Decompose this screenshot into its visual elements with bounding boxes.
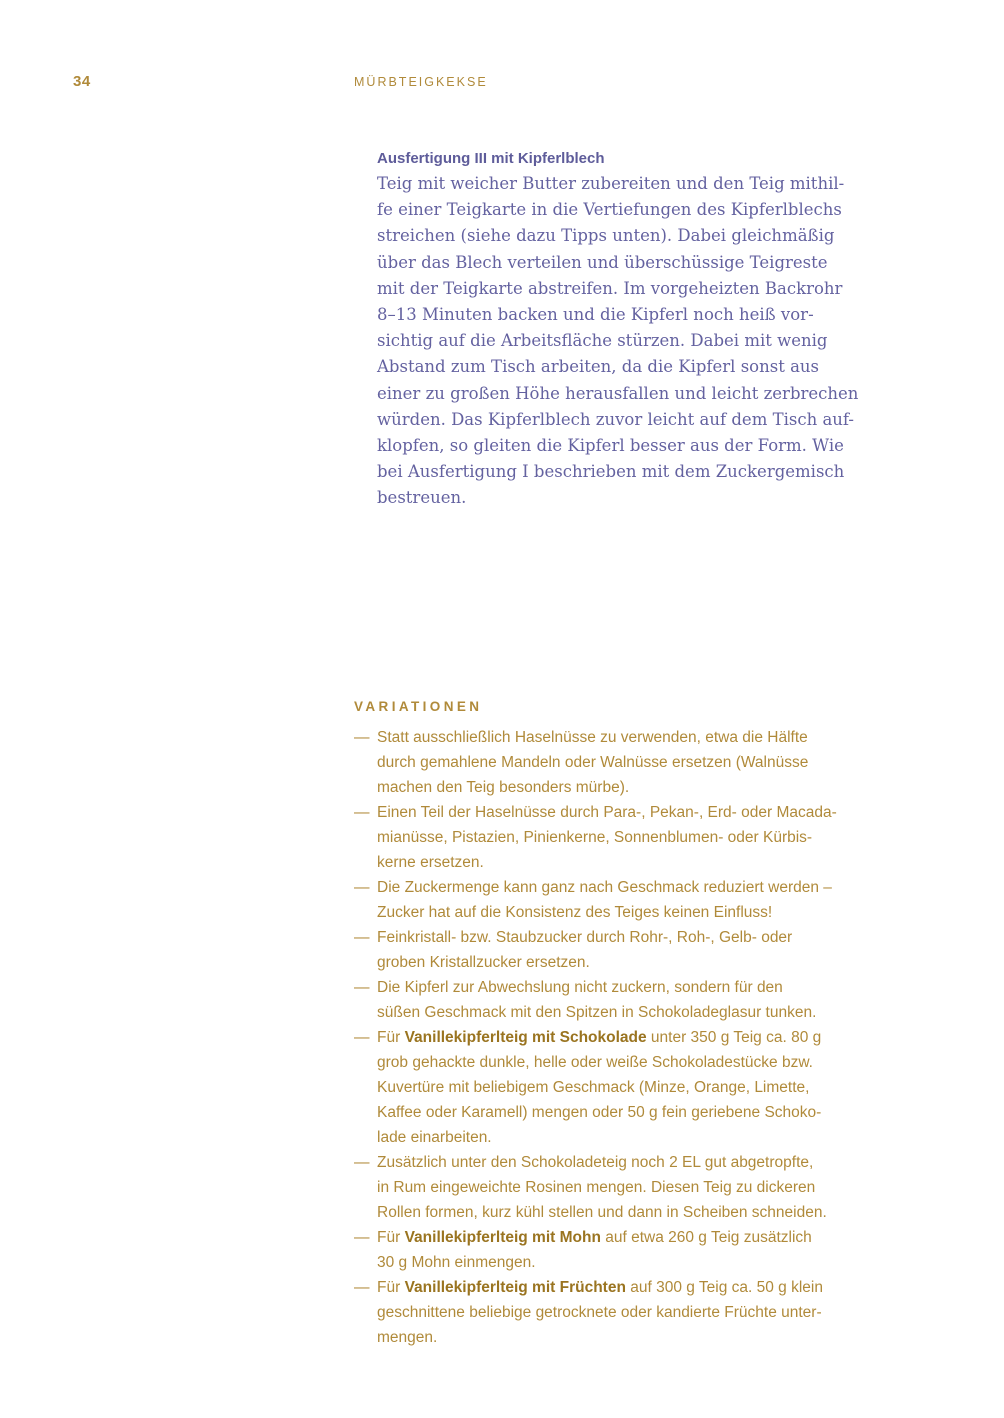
- variation-item: [354, 1025, 894, 1150]
- list-dash: —: [354, 979, 370, 996]
- variation-line: Die Kipferl zur Abwechslung nicht zuckern, sondern für den: [377, 979, 783, 996]
- variation-line: durch gemahlene Mandeln oder Walnüsse ersetzen (Walnüsse: [377, 754, 809, 771]
- section-body: [377, 171, 892, 512]
- variation-line: Statt ausschließlich Haselnüsse zu verwenden, etwa die Hälfte: [377, 729, 808, 746]
- variation-line: lade einarbeiten.: [377, 1129, 492, 1146]
- variation-line: Zucker hat auf die Konsistenz des Teiges keinen Einfluss!: [377, 904, 773, 921]
- section-ausfertigung-iii: [377, 150, 892, 512]
- body-line: einer zu großen Höhe herausfallen und leicht zerbrechen: [377, 383, 859, 403]
- variation-item: [354, 975, 894, 1025]
- variation-line: geschnittene beliebige getrocknete oder kandierte Früchte unter-: [377, 1304, 822, 1321]
- body-line: bestreuen.: [377, 488, 467, 508]
- variation-highlight: Vanillekipferlteig mit Früchten: [404, 1279, 626, 1296]
- variation-line: mengen.: [377, 1329, 438, 1346]
- variation-line: Kaffee oder Karamell) mengen oder 50 g fein geriebene Schoko-: [377, 1104, 822, 1121]
- variation-highlight: Vanillekipferlteig mit Schokolade: [404, 1029, 647, 1046]
- variation-suffix: auf 300 g Teig ca. 50 g klein: [625, 1279, 823, 1296]
- variation-line: Zusätzlich unter den Schokoladeteig noch 2 EL gut abgetropfte,: [377, 1154, 814, 1171]
- list-dash: —: [354, 1154, 370, 1171]
- variation-line: machen den Teig besonders mürbe).: [377, 779, 630, 796]
- variation-item: [354, 800, 894, 875]
- list-dash: —: [354, 879, 370, 896]
- variation-item: [354, 1275, 894, 1350]
- variation-item: [354, 925, 894, 975]
- variation-item: [354, 725, 894, 800]
- body-line: klopfen, so gleiten die Kipferl besser aus der Form. Wie: [377, 436, 844, 456]
- body-line: bei Ausfertigung I beschrieben mit dem Zuckergemisch: [377, 462, 845, 482]
- variations-list: [354, 725, 894, 1350]
- variation-line: in Rum eingeweichte Rosinen mengen. Diesen Teig zu dickeren: [377, 1179, 816, 1196]
- variation-item: [354, 1150, 894, 1225]
- variation-prefix: Für: [377, 1229, 405, 1246]
- body-line: fe einer Teigkarte in die Vertiefungen des Kipferlblechs: [377, 200, 842, 220]
- list-dash: —: [354, 929, 370, 946]
- body-line: sichtig auf die Arbeitsfläche stürzen. Dabei mit wenig: [377, 331, 828, 351]
- variation-line: Kuvertüre mit beliebigem Geschmack (Minze, Orange, Limette,: [377, 1079, 810, 1096]
- body-line: streichen (siehe dazu Tipps unten). Dabei gleichmäßig: [377, 226, 835, 246]
- body-line: würden. Das Kipferlblech zuvor leicht auf dem Tisch auf-: [377, 409, 855, 429]
- variation-line: [377, 1025, 894, 1050]
- page-number: 34: [73, 73, 91, 90]
- body-line: Teig mit weicher Butter zubereiten und den Teig mithil-: [377, 174, 845, 193]
- variation-line: Feinkristall- bzw. Staubzucker durch Rohr-, Roh-, Gelb- oder: [377, 929, 793, 946]
- variation-line: [377, 1225, 894, 1250]
- body-line: über das Blech verteilen und überschüssige Teigreste: [377, 252, 828, 272]
- variation-line: groben Kristallzucker ersetzen.: [377, 954, 590, 971]
- variations-heading: VARIATIONEN: [354, 699, 483, 714]
- section-heading: Ausfertigung III mit Kipferlblech: [377, 150, 605, 167]
- variation-item: [354, 1225, 894, 1275]
- body-line: Abstand zum Tisch arbeiten, da die Kipferl sonst aus: [377, 357, 820, 377]
- running-header: MÜRBTEIGKEKSE: [354, 75, 488, 89]
- variation-highlight: Vanillekipferlteig mit Mohn: [404, 1229, 601, 1246]
- variation-line: Einen Teil der Haselnüsse durch Para-, Pekan-, Erd- oder Macada-: [377, 804, 837, 821]
- variation-prefix: Für: [377, 1029, 405, 1046]
- body-line: 8–13 Minuten backen und die Kipferl noch heiß vor-: [377, 305, 814, 325]
- variation-suffix: unter 350 g Teig ca. 80 g: [646, 1029, 822, 1046]
- list-dash: —: [354, 1229, 370, 1246]
- body-line: mit der Teigkarte abstreifen. Im vorgeheizten Backrohr: [377, 278, 843, 298]
- variation-line: Die Zuckermenge kann ganz nach Geschmack reduziert werden –: [377, 879, 832, 896]
- variation-line: [377, 1275, 894, 1300]
- variation-line: kerne ersetzen.: [377, 854, 484, 871]
- list-dash: —: [354, 729, 370, 746]
- list-dash: —: [354, 1279, 370, 1296]
- variation-item: [354, 875, 894, 925]
- variation-line: mianüsse, Pistazien, Pinienkerne, Sonnenblumen- oder Kürbis-: [377, 829, 813, 846]
- variation-line: 30 g Mohn einmengen.: [377, 1254, 536, 1271]
- list-dash: —: [354, 804, 370, 821]
- variation-line: süßen Geschmack mit den Spitzen in Schokoladeglasur tunken.: [377, 1004, 817, 1021]
- variation-prefix: Für: [377, 1279, 405, 1296]
- variation-line: grob gehackte dunkle, helle oder weiße Schokoladestücke bzw.: [377, 1054, 813, 1071]
- variation-line: Rollen formen, kurz kühl stellen und dann in Scheiben schneiden.: [377, 1204, 827, 1221]
- variation-suffix: auf etwa 260 g Teig zusätzlich: [600, 1229, 812, 1246]
- list-dash: —: [354, 1029, 370, 1046]
